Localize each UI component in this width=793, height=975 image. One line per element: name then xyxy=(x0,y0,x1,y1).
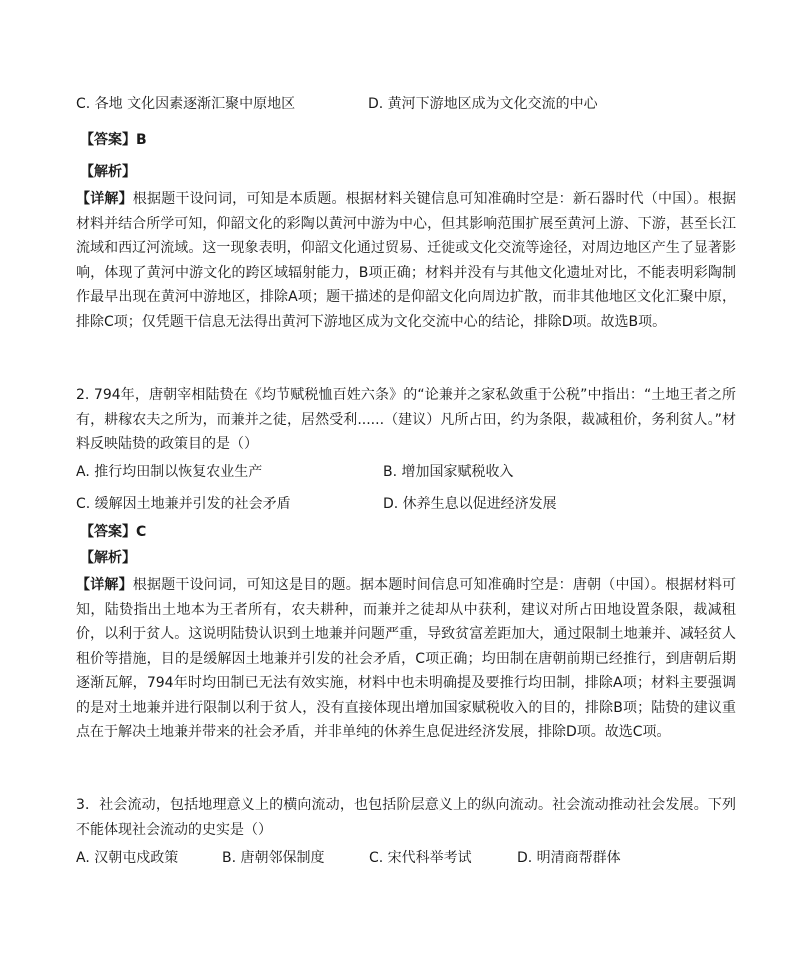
answer-tag: 【答案】 xyxy=(80,132,136,148)
q2-analysis-label: 【解析】 xyxy=(80,550,136,566)
q2-stem: 2. 794年，唐朝宰相陆贽在《均节赋税恤百姓六条》的“论兼并之家私敛重于公税”中指出：“土地王者之所有，耕稼农夫之所为，而兼并之徒，居然受利......（建议）凡所占田，约为条限，裁减租价，务利贫人。”材料反映陆贽的政策目的是（） xyxy=(76,387,736,452)
q1-option-d: D. 黄河下游地区成为文化交流的中心 xyxy=(368,96,598,112)
q3-option-d: D. 明清商帮群体 xyxy=(517,850,621,866)
q1-answer xyxy=(80,128,147,152)
detail-tag: 【详解】 xyxy=(76,191,133,207)
q3-option-c: C. 宋代科举考试 xyxy=(369,850,472,866)
q2-option-c: C. 缓解因土地兼并引发的社会矛盾 xyxy=(76,496,291,512)
detail-text: 根据题干设问词，可知这是目的题。据本题时间信息可知准确时空是：唐朝（中国）。根据材料可知，陆贽指出土地本为王者所有，农夫耕种，而兼并之徒却从中获利，建议对所占田地设置条限，裁减租价，以利于贫人。这说明陆贽认识到土地兼并问题严重，导致贫富差距加大，通过限制土地兼并、减轻贫人租价等措施，目的是缓解因土地兼并引发的社会矛盾，C项正确；均田制在唐朝前期已经推行，到唐朝后期逐渐瓦解，794年时均田制已无法有效实施，材料中也未明确提及要推行均田制，排除A项；材料主要强调的是对土地兼并进行限制以利于贫人，没有直接体现出增加国家赋税收入的目的，排除B项；陆贽的建议重点在于解决土地兼并带来的社会矛盾，并非单纯的休养生息促进经济发展，排除D项。故选C项。 xyxy=(76,577,737,740)
q2-option-a: A. 推行均田制以恢复农业生产 xyxy=(76,464,263,480)
detail-tag: 【详解】 xyxy=(76,577,133,593)
q2-answer xyxy=(80,520,146,544)
q2-option-d: D. 休养生息以促进经济发展 xyxy=(383,496,557,512)
q3-option-a: A. 汉朝屯戍政策 xyxy=(76,850,179,866)
q3-option-b: B. 唐朝邻保制度 xyxy=(222,850,325,866)
q1-analysis-label: 【解析】 xyxy=(80,164,136,180)
q1-option-c: C. 各地 文化因素逐渐汇聚中原地区 xyxy=(76,96,296,112)
q3-stem: 3．社会流动，包括地理意义上的横向流动，也包括阶层意义上的纵向流动。社会流动推动社会发展。下列不能体现社会流动的史实是（） xyxy=(76,797,736,838)
answer-letter: B xyxy=(136,132,147,148)
answer-letter: C xyxy=(136,524,147,540)
q1-detail-paragraph xyxy=(76,187,736,334)
detail-text: 根据题干设问词，可知是本质题。根据材料关键信息可知准确时空是：新石器时代（中国）。根据材料并结合所学可知，仰韶文化的彩陶以黄河中游为中心，但其影响范围扩展至黄河上游、下游，甚至长江流域和西辽河流域。这一现象表明，仰韶文化通过贸易、迁徙或文化交流等途径，对周边地区产生了显著影响，体现了黄河中游文化的跨区域辐射能力，B项正确；材料并没有与其他文化遗址对比，不能表明彩陶制作最早出现在黄河中游地区，排除A项；题干描述的是仰韶文化向周边扩散，而非其他地区文化汇聚中原，排除C项；仅凭题干信息无法得出黄河下游地区成为文化交流中心的结论，排除D项。故选B项。 xyxy=(76,191,737,330)
q2-option-b: B. 增加国家赋税收入 xyxy=(383,464,514,480)
q2-detail-paragraph xyxy=(76,573,736,745)
answer-tag: 【答案】 xyxy=(80,524,136,540)
